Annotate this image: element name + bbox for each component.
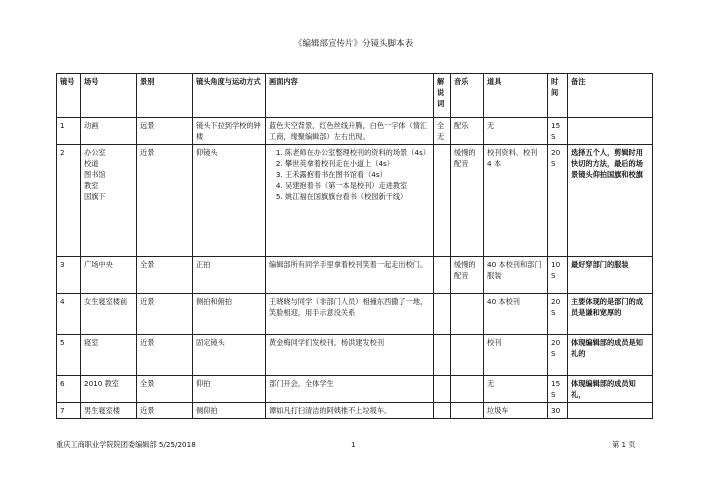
narration-cell (434, 145, 451, 257)
scene-line: 动画 (84, 121, 99, 130)
time-cell: 15 S (548, 118, 568, 145)
table-row (57, 257, 653, 294)
note-cell (568, 403, 653, 419)
header-cell: 镜头角度与运动方式 (193, 74, 266, 118)
scene-line: 广场中央 (84, 260, 113, 269)
header-cell: 场号 (81, 74, 137, 118)
scene-cell (81, 257, 137, 294)
shot-number-cell: 1 (57, 118, 81, 145)
camera-angle-cell: 仰拍 (193, 376, 266, 403)
camera-angle-cell: 仰镜头 (193, 145, 266, 257)
header-cell: 备注 (568, 74, 653, 118)
music-cell (451, 294, 484, 335)
note-cell: 体现编辑部的成员是知礼的 (568, 335, 653, 376)
shot-size-cell: 近景 (137, 403, 193, 419)
table-row (57, 376, 653, 403)
content-cell: 黄金梅同学们发校刊，杨洪建发校刊 (266, 335, 434, 376)
music-cell: 缓慢的配音 (451, 145, 484, 257)
content-list-item: 2. 攀世英拿着校刊走在小道上（4s） (285, 158, 430, 169)
shot-number-cell: 6 (57, 376, 81, 403)
music-cell: 缓慢的配音 (451, 257, 484, 294)
shot-size-cell: 全景 (137, 376, 193, 403)
note-cell: 选择五个人，剪辑时用快切的方法，最后的场景镜头仰拍国旗和校旗 (568, 145, 653, 257)
scene-line: 教室 (84, 181, 99, 190)
narration-cell (434, 294, 451, 335)
table-row (57, 335, 653, 376)
scene-cell (81, 376, 137, 403)
shot-number-cell: 3 (57, 257, 81, 294)
scene-cell (81, 145, 137, 257)
scene-line: 2010 教室 (84, 379, 119, 388)
header-cell: 时间 (548, 74, 568, 118)
scene-cell (81, 118, 137, 145)
content-cell (266, 145, 434, 257)
content-list-item: 5. 姚江福在国旗旗台看书（校园新干线） (285, 191, 430, 202)
scene-line: 国旗下 (84, 192, 106, 201)
narration-cell (434, 403, 451, 419)
page-title: 《编辑部宣传片》分镜头脚本表 (293, 39, 413, 49)
table-header-row (57, 74, 653, 118)
scene-line: 男生寝室楼 (84, 406, 120, 415)
note-cell: 体现编辑部的成员知礼， (568, 376, 653, 403)
header-cell: 镜号 (57, 74, 81, 118)
music-cell: 配乐 (451, 118, 484, 145)
props-cell: 40 本校刊 (484, 294, 548, 335)
table-row (57, 118, 653, 145)
content-cell: 蓝色天空背景，红色丝线升腾，白色一字体（情汇工商，缘聚编辑部）左右出现。 (266, 118, 434, 145)
camera-angle-cell: 镜头下拉到学校的钟楼 (193, 118, 266, 145)
scene-line: 校道 (84, 159, 99, 168)
header-cell: 道具 (484, 74, 548, 118)
camera-angle-cell: 侧仰拍 (193, 403, 266, 419)
header-cell: 画面内容 (266, 74, 434, 118)
shot-size-cell: 近景 (137, 145, 193, 257)
time-cell: 20 S (548, 335, 568, 376)
content-list (269, 147, 430, 202)
shot-size-cell: 全景 (137, 257, 193, 294)
narration-cell (434, 335, 451, 376)
time-cell: 20 S (548, 294, 568, 335)
camera-angle-cell: 侧拍和俯拍 (193, 294, 266, 335)
note-cell: 最好穿部门的服装 (568, 257, 653, 294)
content-list-item: 1. 陈老师在办公室整理校刊的资料的场景（4s） (285, 147, 430, 158)
shot-size-cell: 远景 (137, 118, 193, 145)
header-cell: 景别 (137, 74, 193, 118)
scene-cell (81, 294, 137, 335)
shot-number-cell: 5 (57, 335, 81, 376)
music-cell (451, 376, 484, 403)
content-cell: 谭如凡打扫清洁的阿姨推不上垃圾车。 (266, 403, 434, 419)
table-row (57, 145, 653, 257)
note-cell: 主要体现的是部门的成员是谦和宽厚的 (568, 294, 653, 335)
props-cell: 校刊 (484, 335, 548, 376)
header-cell: 解说词 (434, 74, 451, 118)
storyboard-table (56, 73, 653, 419)
footer-left: 重庆工商职业学院院团委编辑部 5/25/2018 (56, 440, 196, 449)
content-cell: 部门开会，全体学生 (266, 376, 434, 403)
shot-number-cell: 2 (57, 145, 81, 257)
scene-line: 办公室 (84, 148, 106, 157)
props-cell: 校刊资料、校刊 4 本 (484, 145, 548, 257)
time-cell: 20 S (548, 145, 568, 257)
narration-cell: 全无 (434, 118, 451, 145)
table-row (57, 294, 653, 335)
content-cell: 编辑部所有同学手里拿着校刊笑着一起走出校门。 (266, 257, 434, 294)
scene-cell (81, 403, 137, 419)
time-cell: 30 (548, 403, 568, 419)
scene-line: 女生寝室楼前 (84, 297, 128, 306)
scene-line: 寝室 (84, 338, 99, 347)
props-cell: 无 (484, 118, 548, 145)
content-list-item: 3. 王禾露抱着书在图书馆看（4s） (285, 169, 430, 180)
content-cell: 王晓晓与同学（非部门人员）相撞东西撒了一地，笑脸相迎，用手示意没关系 (266, 294, 434, 335)
camera-angle-cell: 正拍 (193, 257, 266, 294)
table-row (57, 403, 653, 419)
props-cell: 垃圾车 (484, 403, 548, 419)
scene-line: 图书馆 (84, 170, 106, 179)
scene-cell (81, 335, 137, 376)
shot-number-cell: 7 (57, 403, 81, 419)
time-cell: 10 S (548, 257, 568, 294)
note-cell (568, 118, 653, 145)
content-list-item: 4. 吴建抱着书（第一本是校刊）走进教室 (285, 180, 430, 191)
props-cell: 无 (484, 376, 548, 403)
shot-size-cell: 近景 (137, 294, 193, 335)
shot-number-cell: 4 (57, 294, 81, 335)
props-cell: 40 本校刊和部门服装 (484, 257, 548, 294)
music-cell (451, 403, 484, 419)
header-cell: 音乐 (451, 74, 484, 118)
time-cell: 15 S (548, 376, 568, 403)
camera-angle-cell: 固定镜头 (193, 335, 266, 376)
footer-page-number: 1 (351, 440, 356, 449)
narration-cell (434, 376, 451, 403)
music-cell (451, 335, 484, 376)
shot-size-cell: 近景 (137, 335, 193, 376)
narration-cell (434, 257, 451, 294)
footer-page-label: 第 1 页 (612, 440, 636, 449)
